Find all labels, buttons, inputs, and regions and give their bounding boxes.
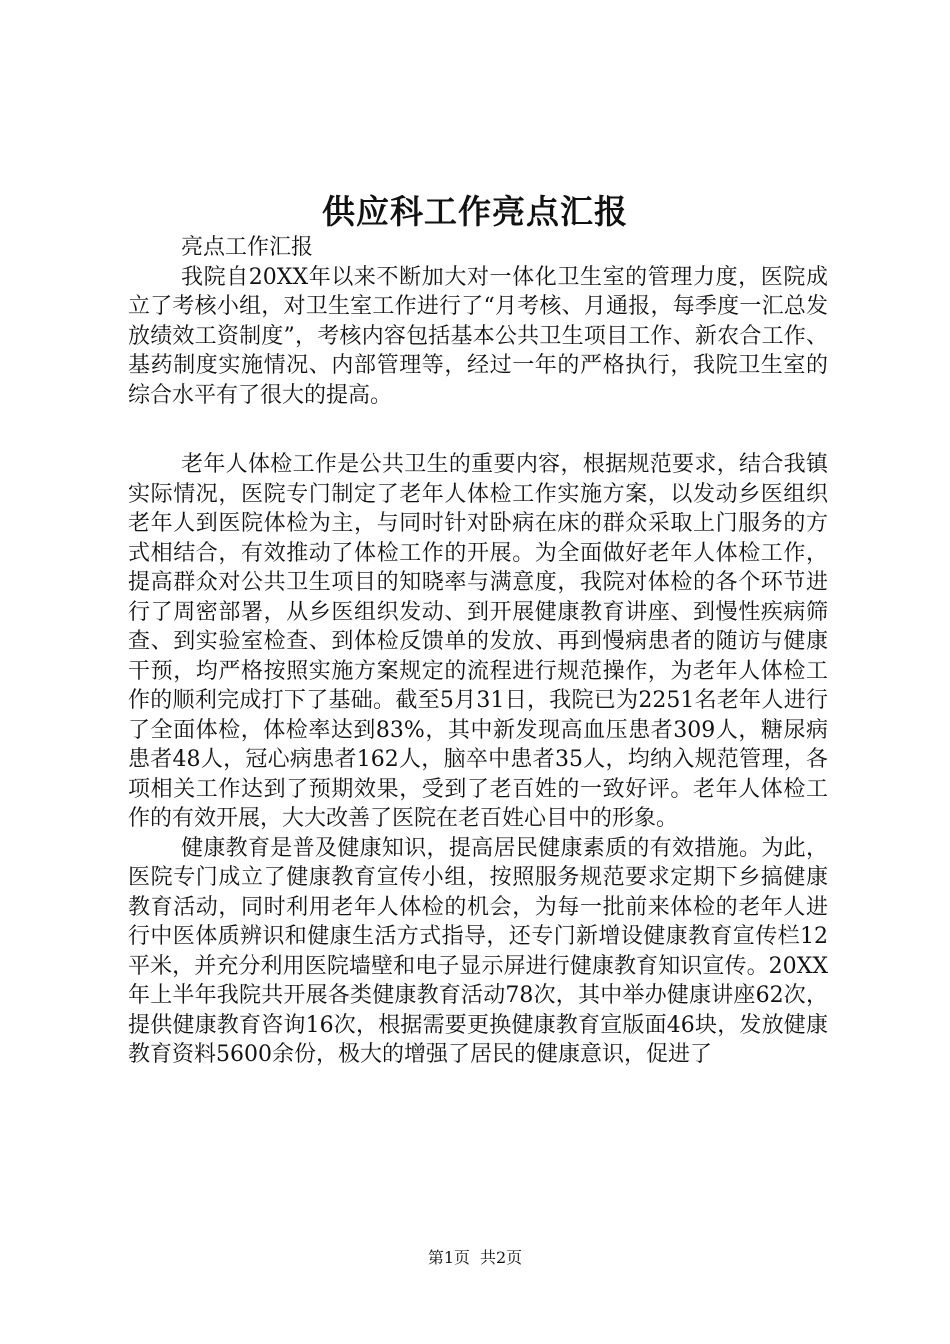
document-body xyxy=(128,233,828,1070)
paragraph-elderly-checkup: 老年人体检工作是公共卫生的重要内容，根据规范要求，结合我镇实际情况，医院专门制定了老年人体检工作实施方案，以发动乡医组织老年人到医院体检为主，与同时针对卧病在床的群众采取上门服务的方式相结合，有效推动了体检工作的开展。为全面做好老年人体检工作，提高群众对公共卫生项目的知晓率与满意度，我院对体检的各个环节进行了周密部署，从乡医组织发动、到开展健康教育讲座、到慢性疾病筛查、到实验室检查、到体检反馈单的发放、再到慢病患者的随访与健康干预，均严格按照实施方案规定的流程进行规范操作，为老年人体检工作的顺利完成打下了基础。截至5月31日，我院已为2251名老年人进行了全面体检，体检率达到83%，其中新发现高血压患者309人，糖尿病患者48人，冠心病患者162人，脑卒中患者35人，均纳入规范管理，各项相关工作达到了预期效果，受到了老百姓的一致好评。老年人体检工作的有效开展，大大改善了医院在老百姓心目中的形象。 xyxy=(128,452,828,831)
document-title: 供应科工作亮点汇报 xyxy=(322,192,628,231)
page-number: 第1页 xyxy=(427,1248,470,1267)
paragraph-spacer xyxy=(128,410,828,450)
paragraph-management: 我院自20XX年以来不断加大对一体化卫生室的管理力度，医院成立了考核小组，对卫生室工作进行了“月考核、月通报，每季度一汇总发放绩效工资制度”，考核内容包括基本公共卫生项目工作、新农合工作、基药制度实施情况、内部管理等，经过一年的严格执行，我院卫生室的综合水平有了很大的提高。 xyxy=(128,264,828,408)
paragraph-health-education: 健康教育是普及健康知识，提高居民健康素质的有效措施。为此，医院专门成立了健康教育宣传小组，按照服务规范要求定期下乡搞健康教育活动，同时利用老年人体检的机会，为每一批前来体检的老年人进行中医体质辨识和健康生活方式指导，还专门新增设健康教育宣传栏12平米，并充分利用医院墙壁和电子显示屏进行健康教育知识宣传。20XX年上半年我院共开展各类健康教育活动78次，其中举办健康讲座62次，提供健康教育咨询16次，根据需要更换健康教育宣版面46块，发放健康教育资料5600余份，极大的增强了居民的健康意识，促进了 xyxy=(128,835,828,1067)
page-total: 共2页 xyxy=(480,1248,523,1267)
document-subheading: 亮点工作汇报 xyxy=(181,235,314,260)
page-footer xyxy=(0,1245,950,1268)
